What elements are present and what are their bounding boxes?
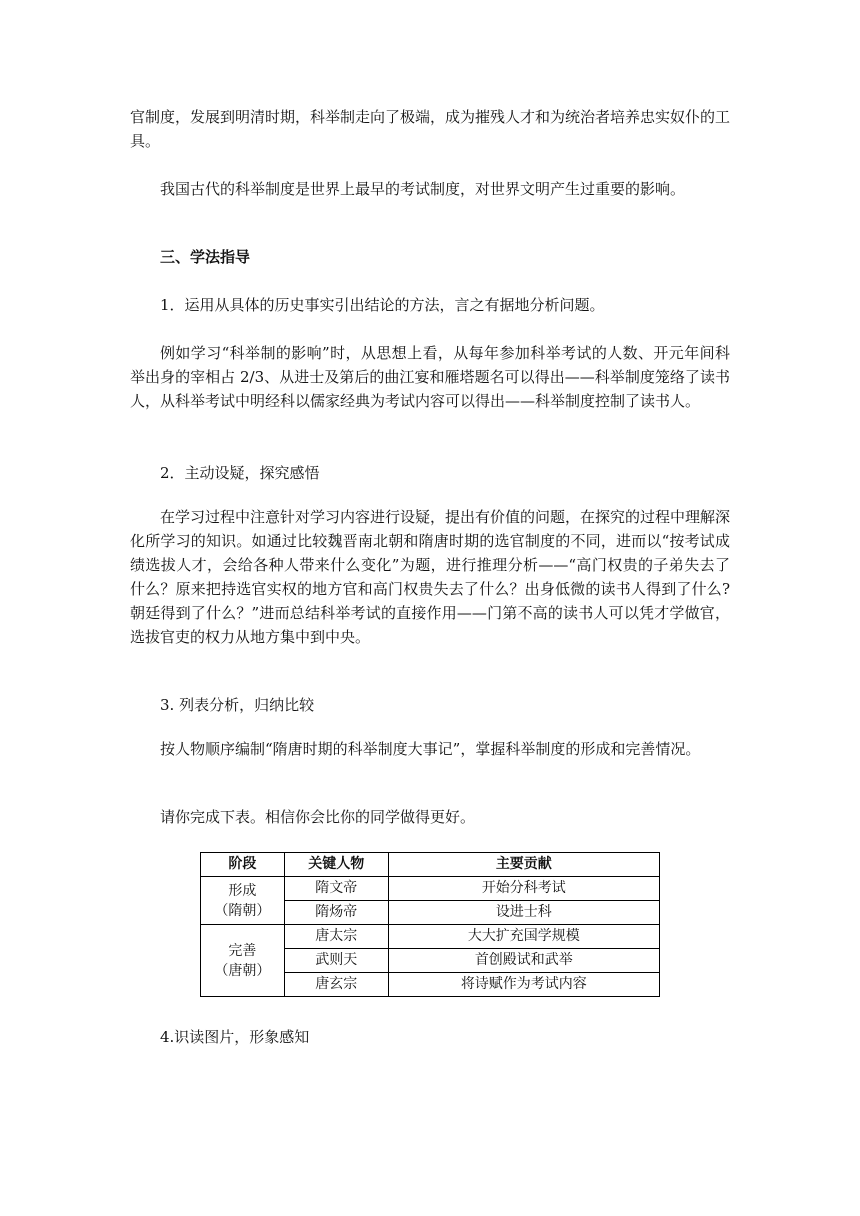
stage-name: 完善 [228,942,257,959]
header-contribution: 主要贡献 [388,853,659,877]
contribution-cell: 将诗赋作为考试内容 [388,973,659,997]
stage-cell-sui [201,877,285,925]
list-item-1: 1．运用从具体的历史事实引出结论的方法，言之有据地分析问题。 [160,296,605,314]
paragraph-example-influence: 例如学习“科举制的影响”时，从思想上看，从每年参加科举考试的人数、开元年间科举出身的宰相占 2/3、从进士及第后的曲江宴和雁塔题名可以得出——科举制度笼络了读书人，从科举考试中明经科以儒家经典为考试内容可以得出——科举制度控制了读书人。 [130,344,730,410]
header-key-person: 关键人物 [284,853,388,877]
table-row [201,877,660,901]
stage-dynasty: （唐朝） [214,962,271,979]
header-stage: 阶段 [201,853,285,877]
paragraph-world-influence: 我国古代的科举制度是世界上最早的考试制度，对世界文明产生过重要的影响。 [160,180,686,198]
contribution-cell: 大大扩充国学规模 [388,925,659,949]
stage-dynasty: （隋朝） [214,902,271,919]
paragraph-continuation: 官制度，发展到明清时期，科举制走向了极端，成为摧残人才和为统治者培养忠实奴仆的工具。 [130,108,731,150]
contribution-cell: 开始分科考试 [388,877,659,901]
paragraph-complete-table: 请你完成下表。相信你会比你的同学做得更好。 [160,808,476,826]
stage-name: 形成 [228,882,257,899]
paragraph-questioning: 在学习过程中注意针对学习内容进行设疑，提出有价值的问题，在探究的过程中理解深化所学习的知识。如通过比较魏晋南北朝和隋唐时期的选官制度的不同，进而以“按考试成绩选拔人才，会给各种人带来什么变化”为题，进行推理分析——“高门权贵的子弟失去了什么？原来把持选官实权的地方官和高门权贵失去了什么？出身低微的读书人得到了什么?朝廷得到了什么？”进而总结科举考试的直接作用——门第不高的读书人可以凭才学做官，选拔官吏的权力从地方集中到中央。 [130,508,731,646]
list-item-4: 4.识读图片，形象感知 [160,1028,310,1046]
list-item-3: 3. 列表分析，归纳比较 [160,696,315,714]
person-cell: 隋文帝 [284,877,388,901]
keju-table [200,852,660,997]
person-cell: 隋炀帝 [284,901,388,925]
person-cell: 唐玄宗 [284,973,388,997]
table [200,852,660,997]
stage-cell-tang [201,925,285,997]
section-heading-study-guide: 三、学法指导 [160,248,251,266]
contribution-cell: 首创殿试和武举 [388,949,659,973]
paragraph-chronicle: 按人物顺序编制“隋唐时期的科举制度大事记”，掌握科举制度的形成和完善情况。 [160,740,701,758]
contribution-cell: 设进士科 [388,901,659,925]
table-row [201,925,660,949]
person-cell: 唐太宗 [284,925,388,949]
person-cell: 武则天 [284,949,388,973]
list-item-2: 2．主动设疑，探究感悟 [160,464,320,482]
table-header-row [201,853,660,877]
